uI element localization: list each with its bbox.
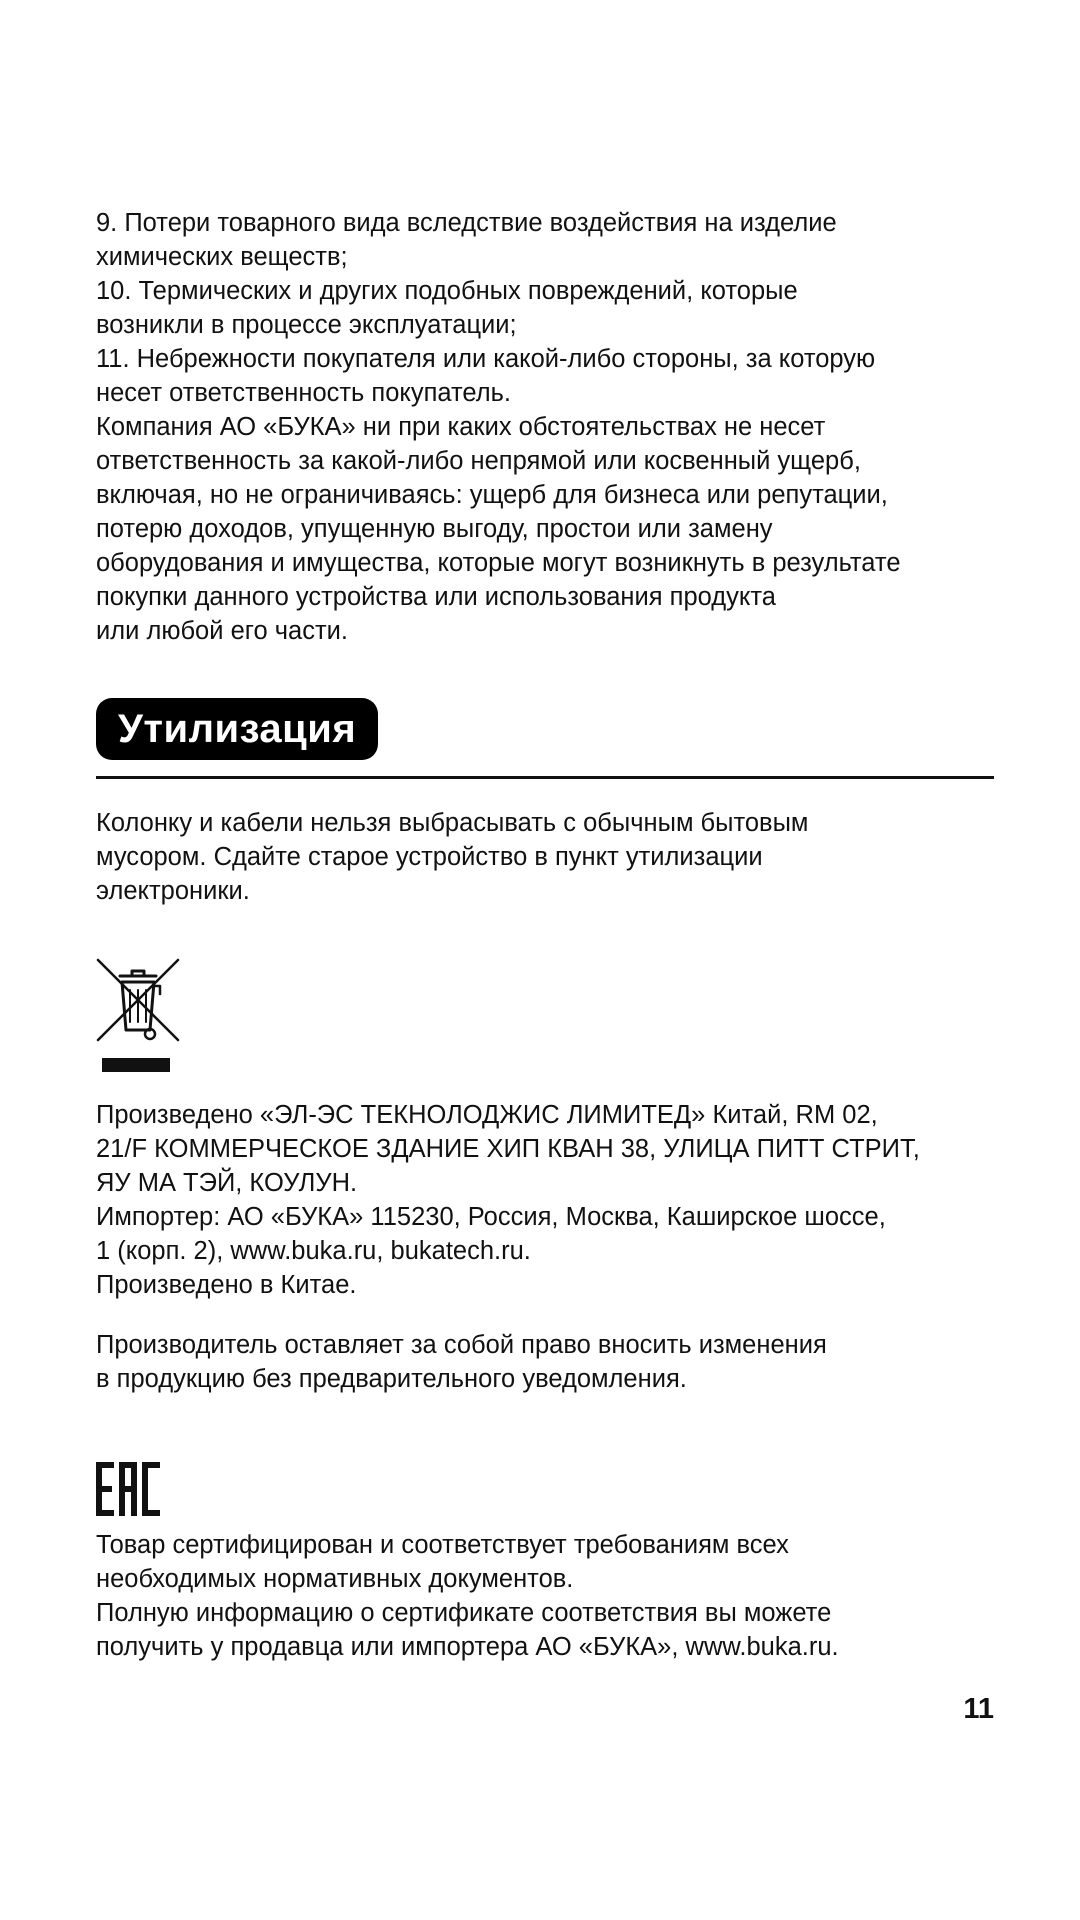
utilization-section-header [96,698,996,780]
warranty-exclusions-text [96,206,996,648]
text-line: в продукцию без предварительного уведомления. [96,1365,687,1393]
text-line: Товар сертифицирован и соответствует требованиям всех [96,1531,789,1559]
text-line: 9. Потери товарного вида вследствие воздействия на изделие [96,209,837,237]
text-line: ЯУ МА ТЭЙ, КОУЛУН. [96,1169,358,1197]
text-line: возникли в процессе эксплуатации; [96,311,517,339]
manufacturer-info [96,1098,996,1302]
text-line: химических веществ; [96,243,348,271]
page-number: 11 [963,1693,994,1725]
text-line: несет ответственность покупатель. [96,379,512,407]
change-notice [96,1328,996,1396]
section-heading: Утилизация [96,698,378,760]
text-line: Колонку и кабели нельзя выбрасывать с обычным бытовым [96,809,809,837]
text-line: необходимых нормативных документов. [96,1565,574,1593]
eac-certification-logo [96,1462,160,1516]
text-line: Полную информацию о сертификате соответствия вы можете [96,1599,832,1627]
text-line: Импортер: АО «БУКА» 115230, Россия, Москва, Каширское шоссе, [96,1203,886,1231]
text-line: оборудования и имущества, которые могут возникнуть в результате [96,549,901,577]
text-line: электроники. [96,877,250,905]
section-divider [96,776,994,779]
text-line: включая, но не ограничиваясь: ущерб для бизнеса или репутации, [96,481,888,509]
text-line: ответственность за какой-либо непрямой или косвенный ущерб, [96,447,861,475]
text-line: получить у продавца или импортера АО «БУКА», www.buka.ru. [96,1633,839,1661]
text-line: Произведено в Китае. [96,1271,357,1299]
text-line: 1 (корп. 2), www.buka.ru, bukatech.ru. [96,1237,531,1265]
text-line: 10. Термических и других подобных повреждений, которые [96,277,798,305]
text-line: Производитель оставляет за собой право вносить изменения [96,1331,827,1359]
text-line: потерю доходов, упущенную выгоду, простои или замену [96,515,773,543]
utilization-text [96,806,996,908]
manual-page [96,206,996,1664]
certification-text [96,1528,996,1664]
text-line: или любой его части. [96,617,348,645]
text-line: Компания АО «БУКА» ни при каких обстоятельствах не несет [96,413,826,441]
text-line: 11. Небрежности покупателя или какой-либо стороны, за которую [96,345,876,373]
text-line: Произведено «ЭЛ-ЭС ТЕКНОЛОДЖИС ЛИМИТЕД» Китай, RM 02, [96,1101,878,1129]
text-line: покупки данного устройства или использования продукта [96,583,776,611]
text-line: мусором. Сдайте старое устройство в пункт утилизации [96,843,763,871]
text-line: 21/F КОММЕРЧЕСКОЕ ЗДАНИЕ ХИП КВАН 38, УЛИЦА ПИТТ СТРИТ, [96,1135,920,1163]
crossed-out-wheeled-bin-icon [96,958,180,1078]
